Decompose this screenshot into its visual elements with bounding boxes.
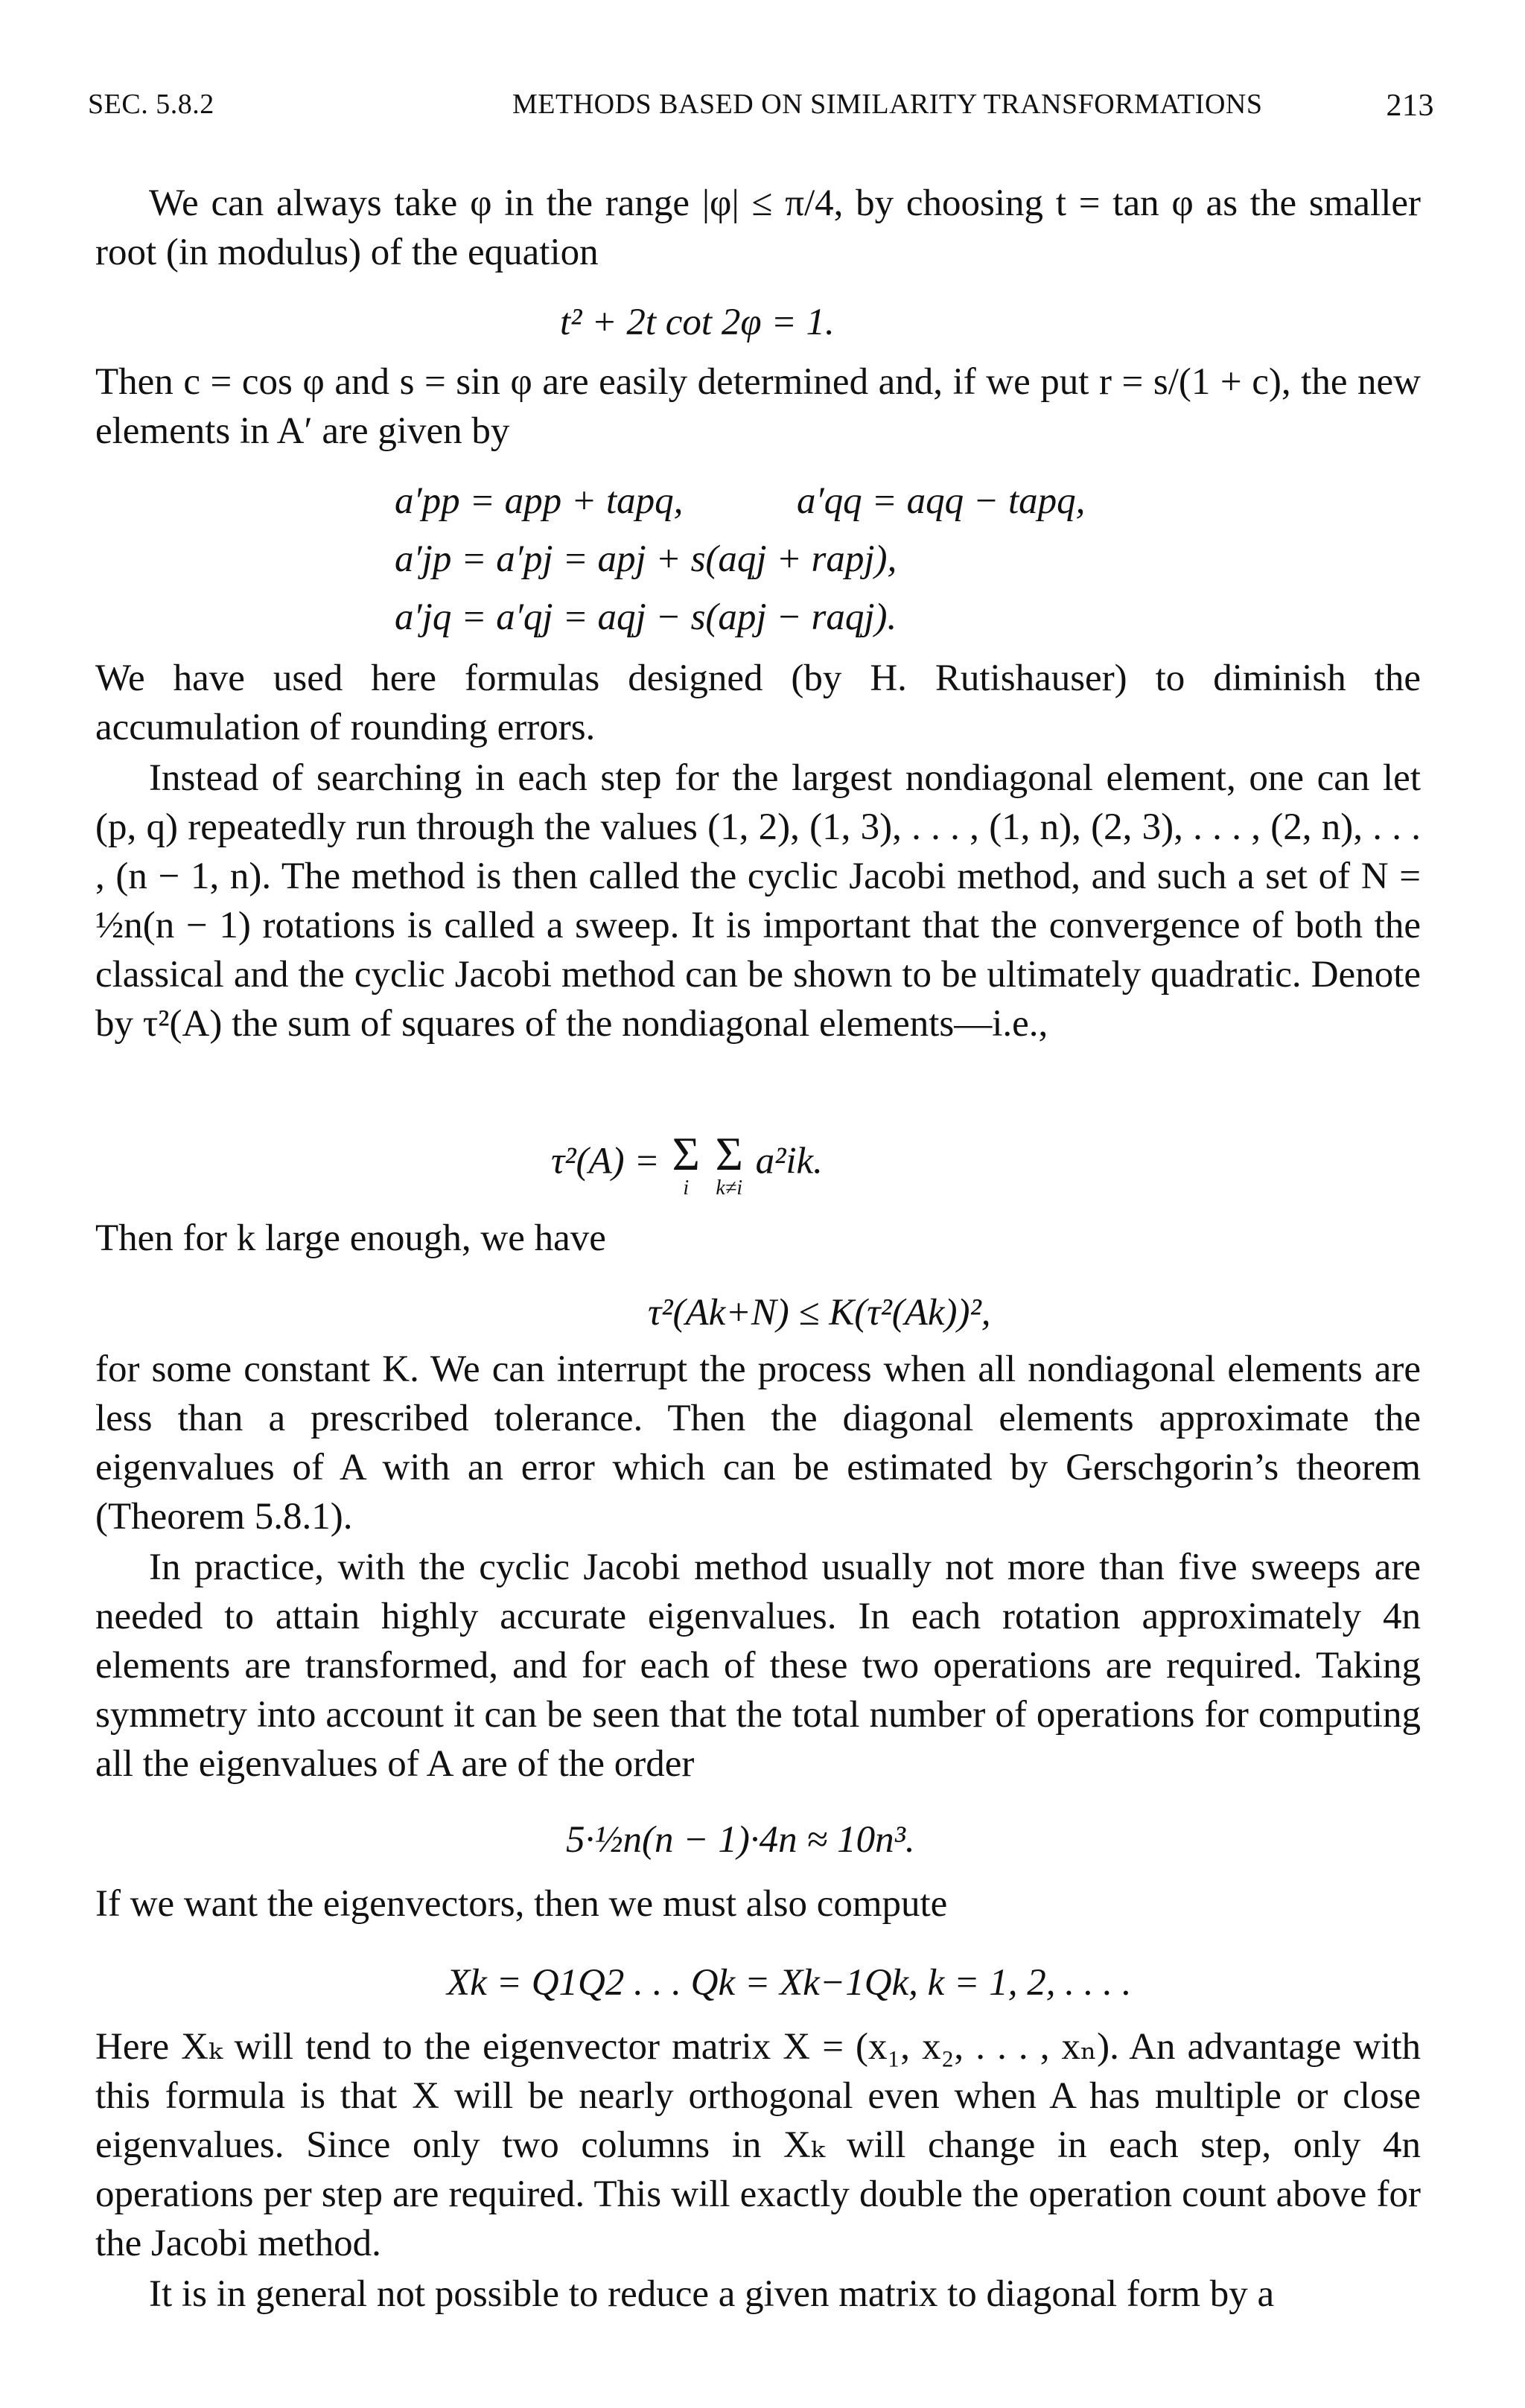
sum-limit-i: i [683,1176,690,1200]
paragraph-9: Here Xₖ will tend to the eigenvector matrix X = (x₁, x₂, . . . , xₙ). An advantage with this formula is that X will be nearly orthogonal even when A has multiple or close eigenvalues. Since only two columns in Xₖ will change in each step, only 4n operations per step are required. This will exactly double the operation count above for the Jacobi method. [95,2026,1421,2264]
tau-term: a²ik. [755,1140,823,1182]
paragraph-2: Then c = cos φ and s = sin φ are easily determined and, if we put r = s/(1 + c), the new elements in A′ are given by [95,361,1421,452]
equation-aqq: a′qq = aqq − tapq, [797,480,1086,522]
equation-app: a′pp = app + tapq, [395,480,684,522]
paragraph-5: Then for k large enough, we have [95,1217,606,1259]
equation-tau [551,1127,823,1200]
paragraph-10: It is in general not possible to reduce a given matrix to diagonal form by a [149,2273,1275,2315]
sum-over-i: Σ i [672,1127,700,1200]
equation-t: t² + 2t cot 2φ = 1. [560,302,835,343]
paragraph-7: In practice, with the cyclic Jacobi method usually not more than five sweeps are needed to attain highly accurate eigenvalues. In each rotation approximately 4n elements are transformed, and for each of these two operations are required. Taking symmetry into account it can be seen that the total number of operations for computing all the eigenvalues of A are of the order [95,1547,1421,1785]
equation-ops: 5·½n(n − 1)·4n ≈ 10n³. [566,1819,915,1861]
paragraph-1: We can always take φ in the range |φ| ≤ π/4, by choosing t = tan φ as the smaller root (in modulus) of the equation [95,182,1421,273]
paragraph-3: We have used here formulas designed (by H. Rutishauser) to diminish the accumulation of rounding errors. [95,657,1421,748]
equation-ajq: a′jq = a′qj = aqj − s(apj − raqj). [395,596,897,638]
section-number: SEC. 5.8.2 [88,89,214,120]
equation-x: Xk = Q1Q2 . . . Qk = Xk−1Qk, k = 1, 2, . . . . [447,1962,1132,2004]
equation-ajp: a′jp = a′pj = apj + s(aqj + rapj), [395,538,897,580]
page-number: 213 [1386,89,1434,123]
sum-limit-k: k≠i [716,1176,742,1200]
sum-over-k: Σ k≠i [715,1127,743,1200]
running-header [88,88,1434,130]
equation-bound: τ²(Ak+N) ≤ K(τ²(Ak))², [648,1292,991,1334]
paragraph-8: If we want the eigenvectors, then we must also compute [95,1883,948,1925]
tau-lhs: τ²(A) = [551,1140,660,1182]
paragraph-4: Instead of searching in each step for the largest nondiagonal element, one can let (p, q) repeatedly run through the values (1, 2), (1, 3), . . . , (1, n), (2, 3), . . . , (2, n), . . . , (n − 1, n). The method is then called the cyclic Jacobi method, and such a set of N = ½n(n − 1) rotations is called a sweep. It is important that the convergence of both the classical and the cyclic Jacobi method can be shown to be ultimately quadratic. Denote by τ²(A) the sum of squares of the nondiagonal elements—i.e., [95,757,1421,1045]
paragraph-6: for some constant K. We can interrupt the process when all nondiagonal elements are less than a prescribed tolerance. Then the diagonal elements approximate the eigenvalues of A with an error which can be estimated by Gerschgorin’s theorem (Theorem 5.8.1). [95,1348,1421,1538]
running-title: METHODS BASED ON SIMILARITY TRANSFORMATIONS [512,89,1263,120]
